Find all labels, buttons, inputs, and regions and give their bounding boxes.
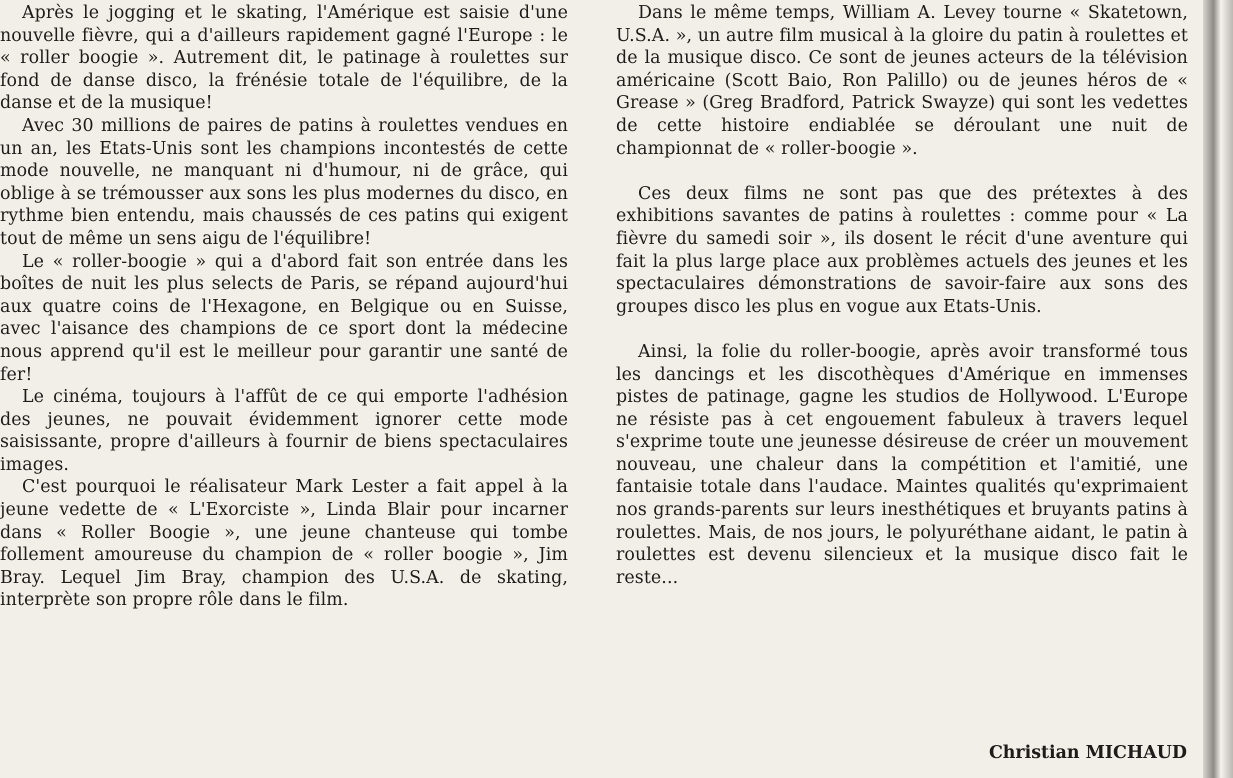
paragraph-5: C'est pourquoi le réalisateur Mark Lester a fait appel à la jeune vedette de « L'Exorciste », Linda Blair pour incarner dans « Roller Boogie », une jeune chanteuse qui tombe follement amoureuse du champion de « roller boogie », Jim Bray. Lequel Jim Bray, champion des U.S.A. de skating, interprète son propre rôle dans le film.: [0, 477, 568, 611]
paragraph-2: Avec 30 millions de paires de patins à roulettes vendues en un an, les Etats-Unis sont les champions incontestés de cette mode nouvelle, ne manquant ni d'humour, ni de grâce, qui oblige à se trémousser aux sons les plus modernes du disco, en rythme bien entendu, mais chaussés de ces patins qui exigent tout de même un sens aigu de l'équilibre!: [0, 115, 568, 249]
article-left-column: [0, 2, 568, 612]
paragraph-7: Ces deux films ne sont pas que des prétextes à des exhibitions savantes de patins à roulettes : comme pour « La fièvre du samedi soir », ils dosent le récit d'une aventure qui fait la plus large place aux problèmes actuels des jeunes et les spectaculaires démonstrations de savoir-faire aux sons des groupes disco les plus en vogue aux Etats-Unis.: [616, 183, 1188, 317]
paragraph-1: Après le jogging et le skating, l'Amérique est saisie d'une nouvelle fièvre, qui a d'ailleurs rapidement gagné l'Europe : le « roller boogie ». Autrement dit, le patinage à roulettes sur fond de danse disco, la frénésie totale de l'équilibre, de la danse et de la musique!: [0, 3, 568, 114]
paragraph-3: Le « roller-boogie » qui a d'abord fait son entrée dans les boîtes de nuit les plus selects de Paris, se répand aujourd'hui aux quatre coins de l'Hexagone, en Belgique ou en Suisse, avec l'aisance des champions de ce sport dont la médecine nous apprend qu'il est le meilleur pour garantir une santé de fer!: [0, 251, 568, 385]
paragraph-4: Le cinéma, toujours à l'affût de ce qui emporte l'adhésion des jeunes, ne pouvait évidemment ignorer cette mode saisissante, propre d'ailleurs à fournir de biens spectaculaires images.: [0, 387, 568, 475]
paragraph-6: Dans le même temps, William A. Levey tourne « Skatetown, U.S.A. », un autre film musical à la gloire du patin à roulettes et de la musique disco. Ce sont de jeunes acteurs de la télévision américaine (Scott Baio, Ron Palillo) ou de jeunes héros de « Grease » (Greg Bradford, Patrick Swayze) qui sont les vedettes de cette histoire endiablée se déroulant une nuit de championnat de « roller-boogie ».: [616, 3, 1188, 159]
article-right-column: [616, 2, 1188, 589]
author-signature: Christian MICHAUD: [988, 743, 1187, 763]
page-binding-edge: [1203, 0, 1233, 778]
paragraph-8: Ainsi, la folie du roller-boogie, après avoir transformé tous les dancings et les discothèques d'Amérique en immenses pistes de patinage, gagne les studios de Hollywood. L'Europe ne résiste pas à cet engouement fabuleux à travers lequel s'exprime toute une jeunesse désireuse de créer un mouvement nouveau, une chaleur dans la compétition et l'amitié, une fantaisie totale dans l'audace. Maintes qualités qu'exprimaient nos grands-parents sur leurs inesthétiques et bruyants patins à roulettes. Mais, de nos jours, le polyuréthane aidant, le patin à roulettes est devenu silencieux et la musique disco fait le reste...: [616, 341, 1188, 588]
